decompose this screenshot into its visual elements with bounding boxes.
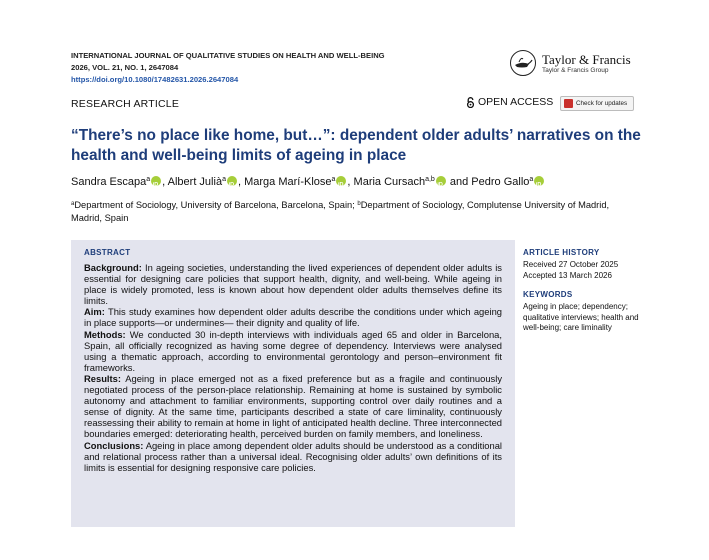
keywords-heading: KEYWORDS — [523, 290, 573, 300]
journal-volume: 2026, VOL. 21, NO. 1, 2647084 — [71, 63, 179, 72]
publisher-group: Taylor & Francis Group — [542, 67, 609, 74]
author-name[interactable]: Pedro Gallo — [471, 176, 530, 188]
author-affil-sup: a — [146, 176, 151, 183]
author-name[interactable]: Marga Marí-Klose — [244, 176, 332, 188]
open-lock-icon — [466, 97, 475, 108]
journal-name: INTERNATIONAL JOURNAL OF QUALITATIVE STUDIES ON HEALTH AND WELL-BEING — [71, 51, 385, 60]
crossmark-icon — [564, 99, 573, 108]
orcid-icon[interactable] — [534, 176, 544, 186]
author-affil-sup: a — [222, 176, 226, 183]
journal-header — [71, 50, 385, 86]
affiliations: $^a$Department of Sociology, University of Barcelona, Barcelona, Spain; $^b$Department of Sociology, Complutense University of Madrid, Madrid, Spain — [71, 200, 610, 223]
article-history-heading: ARTICLE HISTORY — [523, 248, 600, 257]
abstract-results: Results: Ageing in place emerged not as a fixed preference but as a fragile and continuously negotiated process of the person-place relationship. Remaining at home is sustained by symbolic autonomy and attachment to familiar environments, supporting control over daily routines and a sense of dignity. At the same time, participants described a state of care liminality, continuously reassessing their ability to remain at home in light of anticipated health decline. Three interconnected boundaries emerged: deteriorating health, perceived burden on family members, and loneliness. — [84, 372, 503, 440]
accepted-date: Accepted 13 March 2026 — [523, 270, 612, 280]
author-name[interactable]: Maria Cursach — [353, 176, 426, 188]
author-list: Sandra Escapa$^a$iD , Albert Julià$^a$iD , Marga Marí-Klose$^a$iD , Maria Cursach$^{a,b}$iD and Pedro Gallo$^a$iD — [71, 172, 545, 190]
author-affil-sup: a,b — [425, 176, 435, 183]
abstract-heading: ABSTRACT — [84, 248, 131, 257]
abstract-background: Background: In ageing societies, understanding the lived experiences of dependent older adults is essential for designing care policies that support health, dignity, and well-being. While ageing in place is widely promoted, less is known about how dependent older adults themselves define its limits. — [84, 262, 502, 307]
orcid-icon[interactable] — [227, 176, 237, 186]
orcid-icon[interactable] — [436, 176, 446, 186]
orcid-icon[interactable] — [336, 176, 346, 186]
doi-link[interactable]: https://doi.org/10.1080/17482631.2026.2647084 — [71, 75, 239, 84]
keywords-text: Ageing in place; dependency; qualitative interviews; health and well-being; care liminality — [523, 302, 639, 333]
check-for-updates-button[interactable] — [560, 96, 634, 111]
abstract-aim: Aim: This study examines how dependent older adults describe the conditions under which ageing in place supports—or undermines— their dignity and quality of life. — [84, 306, 502, 329]
open-access-label: OPEN ACCESS — [478, 96, 554, 108]
article-sidebar — [523, 248, 643, 334]
author-affil-sup: a — [529, 176, 534, 183]
check-for-updates-label: Check for updates — [576, 100, 628, 107]
received-date: Received 27 October 2025 — [523, 260, 619, 269]
taylor-francis-lamp-icon — [510, 50, 536, 76]
author-name[interactable]: Sandra Escapa — [71, 176, 147, 188]
article-title: “There’s no place like home, but…”: dependent older adults’ narratives on the health and well-being limits of ageing in place — [71, 127, 641, 164]
author-affil-sup: a — [331, 176, 336, 183]
article-type: RESEARCH ARTICLE — [71, 98, 180, 110]
open-access-badge[interactable] — [466, 96, 553, 108]
publisher-logo[interactable] — [510, 50, 640, 80]
affiliation-b: Department of Sociology, Complutense University of Madrid, Madrid, Spain — [71, 200, 610, 223]
abstract-conclusions: Conclusions: Ageing in place among dependent older adults should be understood as a conditional and relational process rather than a universal ideal. Recognising older adults’ own definitions of its limits is essential for designing responsive care policies. — [84, 439, 503, 473]
publisher-name: Taylor & Francis — [542, 52, 631, 67]
authors-conjunction: and — [449, 176, 469, 188]
affiliation-a: Department of Sociology, University of Barcelona, Barcelona, Spain; — [74, 200, 355, 210]
abstract-methods: Methods: We conducted 30 in-depth interviews with individuals aged 65 and older in Barcelona, Spain, all officially recognized as having some degree of dependency. Interviews were analysed using a thematic approach, according to environmental gerontology and person–environment fit frameworks. — [84, 328, 502, 373]
abstract-box — [71, 240, 515, 527]
author-name[interactable]: Albert Julià — [167, 176, 223, 188]
orcid-icon[interactable] — [151, 176, 161, 186]
